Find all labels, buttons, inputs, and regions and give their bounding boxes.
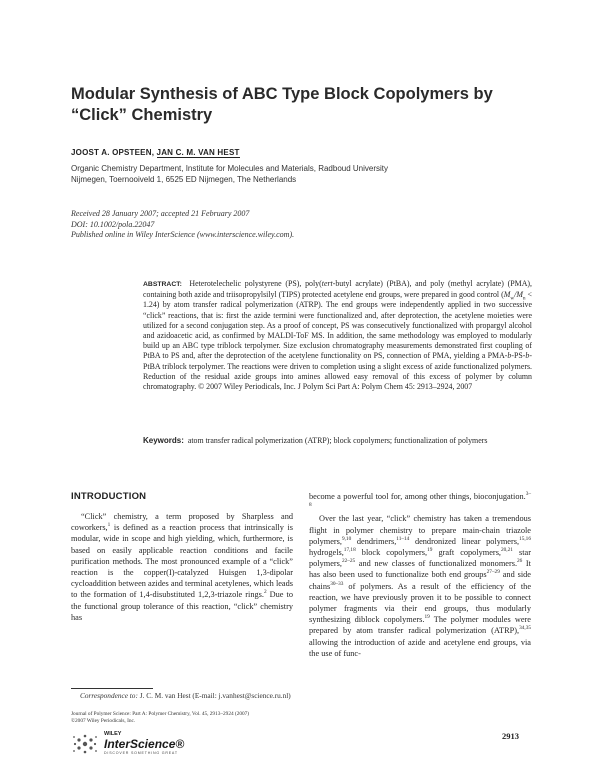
body-column-left: [71, 511, 293, 623]
keywords-list: atom transfer radical polymerization (ATRP); block copolymers; functionalization of polymers: [187, 436, 488, 445]
intro-paragraph-2: Over the last year, “click” chemistry has taken a tremendous flight in polymer chemistry to prepare main-chain triazole polymers,$^{9,10}$ dendrimers,$^{11-14}$ dendronized linear polymers,$^{15,16}$ hydrogels,$^{17,18}$ block copolymers,$^{19}$ graft copolymers,$^{20,21}$ star polymers,$^{22-25}$ and new classes of functionalized monomers.$^{26}$ It has also been used to functionalize both end groups$^{27-29}$ and side chains$^{30-33}$ of polymers. As a result of the efficiency of the reaction, we have previously proven it to be possible to connect polymer fragments via their end groups, thus modularly synthesizing diblock copolymers.$^{19}$ The polymer modules were prepared by atom transfer radical polymerization (ATRP),$^{34,35}$ allowing the introduction of azide and acetylene end groups, via the use of func-: [309, 514, 531, 658]
logo-name: InterScience®: [104, 737, 185, 751]
journal-citation: Journal of Polymer Science: Part A: Polymer Chemistry, Vol. 45, 2913–2924 (2007): [71, 711, 250, 717]
footnote-rule: [71, 688, 153, 689]
abstract-label: ABSTRACT:: [143, 281, 182, 288]
logo-publisher: WILEY: [104, 731, 122, 737]
author-opsteen: JOOST A. OPSTEEN,: [71, 148, 157, 157]
received-date: Received 28 January 2007; accepted 21 February 2007: [71, 209, 250, 218]
journal-info: [71, 711, 293, 725]
publication-dates: [71, 209, 294, 241]
keywords-label: Keywords:: [143, 436, 184, 445]
doi[interactable]: DOI: 10.1002/pola.22047: [71, 219, 155, 229]
correspondence-note: Correspondence to: J. C. M. van Hest (E-mail: j.vanhest@science.ru.nl): [80, 691, 291, 700]
intro-paragraph-1: “Click” chemistry, a term proposed by Sharpless and coworkers,$^1$ is defined as a reaction process that intrinsically is modular, wide in scope and high yielding, which, furthermore, is based on easily applicable reaction conditions and facile purification methods. The most pronounced example of a “click” reaction is the copper(I)-catalyzed Huisgen 1,3-dipolar cycloaddition between azides and terminal acetylenes, which leads to the formation of 1,4-disubstituted 1,2,3-triazole rings.$^2$ Due to the functional group tolerance of this reaction, “click” chemistry has: [71, 512, 293, 622]
logo-tagline: DISCOVER SOMETHING GREAT: [104, 751, 178, 755]
abstract: ABSTRACT: Heterotelechelic polystyrene (PS), poly(tert-butyl acrylate) (PtBA), and poly (methyl acrylate) (PMA), containing both azide and triisopropylsilyl (TIPS) protected acetylene end groups, were prepared in good control $(M_w/M_n < 1.24)$ by atom transfer radical polymerization (ATRP). The end groups were independently applied in two successive “click” reactions, that is: first the azide termini were functionalized and, after deprotection, the acetylene moieties were utilized for a second conjugation step. As a proof of concept, PS was consecutively functionalized with propargyl alcohol and azidoacetic acid, as confirmed by MALDI-ToF MS. In addition, the same methodology was employed to modularly build up an ABC type triblock terpolymer. Size exclusion chromatography measurements demonstrated first coupling of PtBA to PS and, after the deprotection of the acetylene functionality on PS, connection of PMA, yielding a PMA-b-PS-b-PtBA triblock terpolymer. The reactions were driven to completion using a slight excess of azide functionalized polymers. Reduction of the residual azide groups into amines allowed easy removal of this excess of polymer by column chromatography. © 2007 Wiley Periodicals, Inc. J Polym Sci Part A: Polym Chem 45: 2913–2924, 2007: [143, 279, 532, 392]
abstract-copyright: © 2007 Wiley Periodicals, Inc. J Polym Sci Part A: Polym Chem 45: 2913–2924, 2007: [198, 382, 473, 392]
body-column-right: [309, 491, 531, 659]
page-number: 2913: [502, 731, 519, 741]
author-van-hest[interactable]: JAN C. M. VAN HEST: [156, 148, 240, 157]
published-online: Published online in Wiley InterScience (www.interscience.wiley.com).: [71, 230, 295, 239]
introduction-heading: INTRODUCTION: [71, 491, 147, 502]
intro-paragraph-1-cont: become a powerful tool for, among other things, bioconjugation.$^{3-8}$: [309, 491, 531, 509]
journal-copyright: ©2007 Wiley Periodicals, Inc.: [71, 718, 136, 724]
article-title: Modular Synthesis of ABC Type Block Copolymers by “Click” Chemistry: [71, 85, 493, 124]
author-list: [71, 148, 240, 157]
affiliation: Organic Chemistry Department, Institute for Molecules and Materials, Radboud University Nijmegen, Toernooiveld 1, 6525 ED Nijmegen, The Netherlands: [71, 164, 389, 184]
keywords: [143, 436, 532, 446]
